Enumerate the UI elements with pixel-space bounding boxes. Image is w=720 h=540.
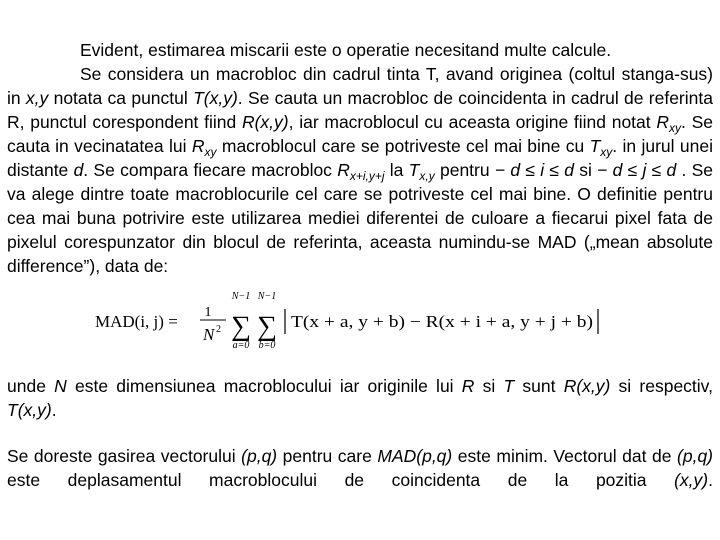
paragraph-intro bbox=[7, 38, 713, 62]
formula-numerator: 1 bbox=[204, 305, 212, 320]
mad-formula-graphic bbox=[95, 284, 615, 354]
text-run: sunt bbox=[514, 376, 564, 396]
formula-denominator: N bbox=[203, 325, 215, 344]
subscript: x,y bbox=[419, 169, 435, 183]
text-run: . bbox=[51, 400, 57, 420]
symbol-t: T bbox=[503, 376, 515, 396]
sum1-sigma: ∑ bbox=[231, 311, 251, 342]
formula-denominator-exp: 2 bbox=[216, 324, 221, 335]
text-run: . Se compara fiecare macrobloc bbox=[83, 160, 338, 180]
text-run-italic: x,y bbox=[25, 88, 49, 108]
sum1-lower-limit: a=0 bbox=[232, 340, 250, 351]
subscript: xy bbox=[204, 145, 217, 159]
document-page bbox=[7, 38, 713, 492]
text-run-italic: R(x,y) bbox=[241, 112, 289, 132]
symbol-n: N bbox=[54, 376, 67, 396]
formula-body: T(x + a, y + b) − R(x + i + a, y + j + b) bbox=[291, 312, 593, 331]
text-run: este minim. Vectorul dat de bbox=[452, 446, 678, 466]
symbol-t: T bbox=[589, 136, 601, 156]
sum2-upper-limit: N−1 bbox=[257, 291, 277, 302]
text-run: la bbox=[384, 160, 409, 180]
subscript: xy bbox=[669, 121, 681, 135]
text-run: Se doreste gasirea vectorului bbox=[7, 446, 242, 466]
symbol-r: R bbox=[337, 160, 350, 180]
text-run: . Se cauta un macrobloc de coincidenta in cadrul de referinta R, punctul corespondent fiind bbox=[7, 88, 713, 132]
text-run-italic: T(x,y) bbox=[193, 88, 238, 108]
paragraph-notation bbox=[7, 374, 713, 422]
text-run: . in jurul unei distante bbox=[7, 136, 713, 180]
sum2-lower-limit: b=0 bbox=[258, 340, 276, 351]
text-run-italic: MAD(p,q) bbox=[377, 446, 453, 466]
text-run: . Se cauta in vecinatatea lui bbox=[7, 112, 713, 156]
text-run: pentru care bbox=[277, 446, 378, 466]
text-run: , iar macroblocul cu aceasta origine fiind notat bbox=[288, 112, 657, 132]
text-run: . Se va alege dintre toate macroblocurile cel care se potriveste cel mai bine. O definitie pentru cea mai buna potrivire este utilizarea mediei diferentei de culoare a fiecarui pixel fata de pixelul corespunzator din blocul de referinta, aceasta numindu-se MAD („mean absolute difference”), data de: bbox=[7, 160, 713, 276]
text-run: macroblocul care se potriveste cel mai bine cu bbox=[216, 136, 590, 156]
symbol-t: T bbox=[408, 160, 420, 180]
text-run-italic: (p,q) bbox=[241, 446, 278, 466]
text-run-italic: (p,q) bbox=[677, 446, 713, 466]
paragraph-gap bbox=[7, 422, 713, 444]
text-run: Se considera un macrobloc din cadrul tinta T, avand originea (coltul stanga-sus) in bbox=[7, 64, 713, 108]
symbol-d: d bbox=[73, 160, 84, 180]
formula-lhs: MAD(i, j) = bbox=[95, 312, 178, 331]
text-run: si respectiv, bbox=[610, 376, 713, 396]
text-run: si bbox=[573, 160, 598, 180]
text-run: unde bbox=[7, 376, 55, 396]
subscript: x+i,y+j bbox=[349, 169, 385, 183]
text-run: si bbox=[474, 376, 504, 396]
symbol-r: R bbox=[461, 376, 475, 396]
inequality: − d ≤ i ≤ d bbox=[494, 160, 574, 180]
symbol-r: R bbox=[656, 112, 669, 132]
text-run-italic: R(x,y) bbox=[563, 376, 611, 396]
text-run: . bbox=[708, 470, 713, 490]
text-run-italic: (x,y) bbox=[674, 470, 709, 490]
subscript: xy bbox=[600, 145, 613, 159]
symbol-r: R bbox=[191, 136, 205, 156]
text-run: pentru bbox=[434, 160, 495, 180]
inequality: − d ≤ j ≤ d bbox=[597, 160, 677, 180]
text-run: este dimensiunea macroblocului iar originile lui bbox=[66, 376, 462, 396]
sum2-sigma: ∑ bbox=[257, 311, 277, 342]
intro-text: Evident, estimarea miscarii este o operatie necesitand multe calcule. bbox=[80, 40, 612, 60]
paragraph-conclusion bbox=[7, 444, 713, 492]
text-run: este deplasamentul macroblocului de coincidenta de la pozitia bbox=[7, 470, 675, 490]
text-run-italic: T(x,y) bbox=[7, 400, 52, 420]
mad-formula bbox=[7, 284, 713, 354]
paragraph-description bbox=[7, 62, 713, 278]
sum1-upper-limit: N−1 bbox=[231, 291, 251, 302]
text-run: notata ca punctul bbox=[48, 88, 194, 108]
